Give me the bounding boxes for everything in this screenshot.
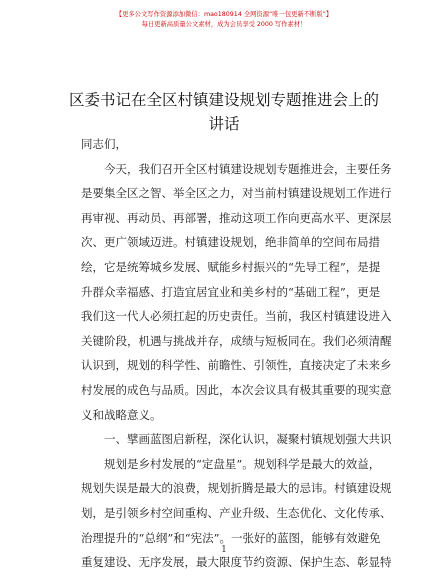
body-line: 次、更广领域迈进。村镇建设规划，绝非简单的空间布局措 (81, 235, 380, 250)
body-line: 升群众幸福感、打造宜居宜业和美乡村的“基础工程”，更是 (81, 284, 381, 299)
body-line: 义和战略意义。 (81, 407, 162, 422)
promo-banner-line-1: 【更多公文写作资源添加微信：mao180914 全网资源“唯一包更新不断版”】 (115, 11, 333, 18)
body-line: 我们这一代人必须扛起的历史责任。当前，我区村镇建设进入 (81, 309, 392, 324)
body-line: 是要集全区之智、举全区之力，对当前村镇建设规划工作进行 (81, 186, 392, 201)
body-line: 规划失误是最大的浪费，规划折腾是最大的忌讳。村镇建设规 (81, 481, 392, 496)
body-line: 再审视、再动员、再部署，推动这项工作向更高水平、更深层 (81, 210, 392, 225)
salutation: 同志们， (81, 137, 127, 151)
body-line: 认识到，规划的科学性、前瞻性、引领性，直接决定了未来乡 (81, 358, 392, 373)
body-line: 规划是乡村发展的“定盘星”。规划科学是最大的效益， (104, 456, 381, 471)
body-line: 关键阶段，机遇与挑战并存，成绩与短板同在。我们必须清醒 (81, 333, 392, 348)
document-title (40, 88, 408, 136)
title-line-2: 讲话 (208, 115, 240, 133)
body-line: 治理提升的“总纲”和“宪法”。一张好的蓝图，能够有效避免 (81, 530, 381, 545)
body-line: 村发展的成色与品质。因此，本次会议具有极其重要的现实意 (81, 382, 392, 397)
promo-banner-line-2: 每日更新高质量公文素材，成为会员享受 2000 写作素材！ (141, 21, 307, 28)
body-line: 绘，它是统筹城乡发展、赋能乡村振兴的“先导工程”，是提 (81, 259, 381, 274)
body-line: 划，是引领乡村空间重构、产业升级、生态优化、文化传承、 (81, 505, 392, 520)
page-number: 1 (221, 545, 227, 555)
section-heading: 一、擘画蓝图启新程，深化认识，凝聚村镇规划强大共识 (104, 432, 392, 447)
document-body (81, 132, 391, 575)
body-line: 今天，我们召开全区村镇建设规划专题推进会，主要任务 (104, 161, 392, 176)
promo-banner (0, 10, 448, 30)
body-line: 重复建设、无序发展，最大限度节约资源、保护生态、彰显特 (81, 555, 392, 570)
title-line-1: 区委书记在全区村镇建设规划专题推进会上的 (68, 91, 379, 109)
